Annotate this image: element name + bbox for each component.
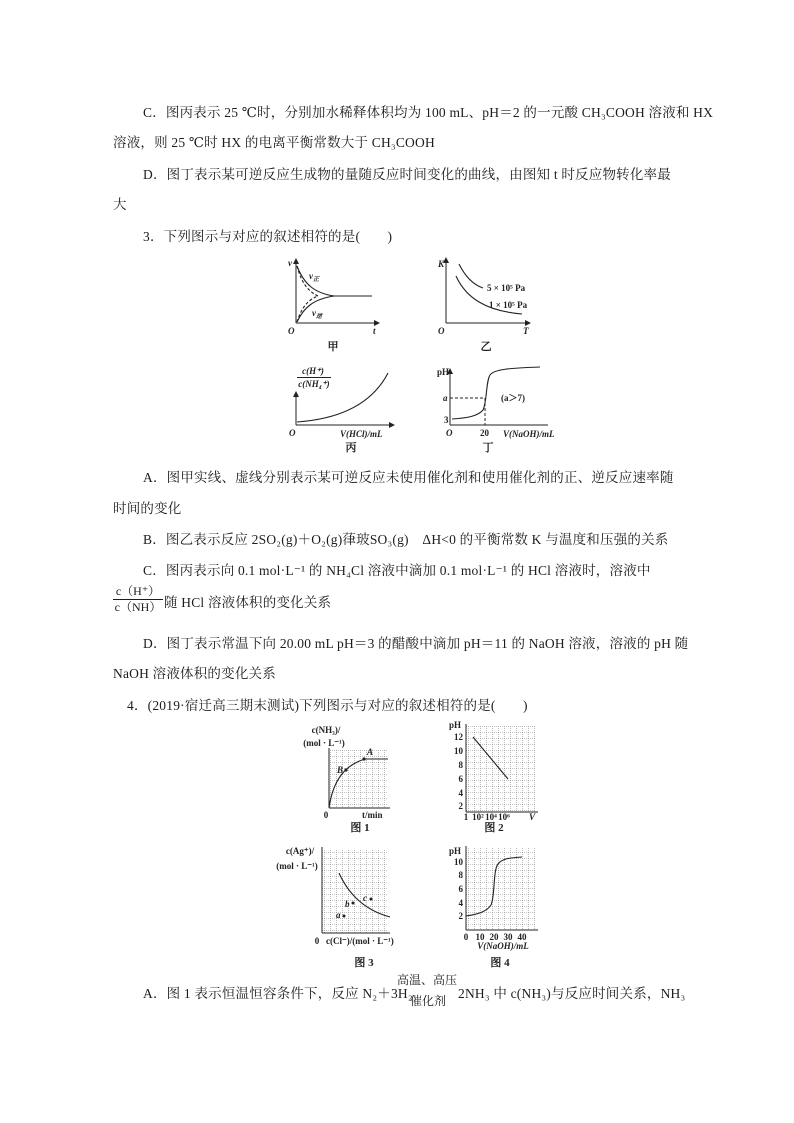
y-axis-label: pH xyxy=(437,367,450,377)
fraction-denominator: c（NH） xyxy=(114,600,162,614)
y-axis-label-line1: c(NH₃)/ xyxy=(311,725,341,735)
origin-label: 0 xyxy=(323,810,329,820)
reference-dashed-lines xyxy=(450,398,485,425)
x-axis-label: T xyxy=(523,326,529,336)
x-axis-label: c(Cl⁻)/(mol · L⁻¹) xyxy=(326,936,394,946)
curve-high-pressure xyxy=(459,264,483,288)
y-axis-label-line2: (mol · L⁻¹) xyxy=(303,738,345,748)
figure-bing xyxy=(289,366,394,454)
y-axis-label: pH xyxy=(449,846,462,856)
x-axis-label: t/min xyxy=(362,810,383,820)
curve-label-high-pressure: 5 × 10⁵ Pa xyxy=(487,283,526,293)
y-tick-6: 6 xyxy=(458,884,463,894)
x-tick-1: 1 xyxy=(463,812,469,822)
y-axis-numerator: c(H⁺) xyxy=(302,366,324,376)
q2-option-c-line2: 溶液，则 25 ℃时 HX 的电离平衡常数大于 CH₃COOH xyxy=(113,135,435,150)
y-tick-4: 4 xyxy=(458,788,463,798)
q3-option-b: B．图乙表示反应 2SO₂(g)＋O₂(g)葎玻SO₃(g) ΔH<0 的平衡常数 K 与温度和压强的关系 xyxy=(143,532,669,547)
grid xyxy=(329,749,388,808)
x-tick-1e2: 10² xyxy=(472,812,484,822)
x-tick-20: 20 xyxy=(489,932,499,942)
curve-label-forward: $v_正$ xyxy=(309,271,320,283)
reaction-condition-below: 催化剂 xyxy=(410,994,447,1008)
x-tick-1e4: 10⁴ xyxy=(485,812,497,822)
q3-option-a-line1: A．图甲实线、虚线分别表示某可逆反应未使用催化剂和使用催化剂的正、逆反应速率随 xyxy=(143,470,674,485)
point-b-label: b xyxy=(345,899,350,909)
reaction-condition-above: 高温、高压 xyxy=(397,973,458,987)
point-c xyxy=(370,898,373,901)
q4-option-a-before: A．图 1 表示恒温恒容条件下，反应 N₂＋3H₂ xyxy=(143,986,413,1001)
q2-option-c-line1: C．图丙表示 25 ℃时，分别加水稀释体积均为 100 mL、pH＝2 的一元酸 CH₃COOH 溶液和 HX xyxy=(143,105,714,120)
figure-3 xyxy=(276,846,393,969)
x-axis-label: V(HCl)/mL xyxy=(340,429,383,439)
y-tick-3: 3 xyxy=(444,415,449,425)
titration-curve xyxy=(452,367,540,419)
x-axis-label: V xyxy=(529,812,536,822)
grid xyxy=(466,726,535,812)
y-axis-label: v xyxy=(288,258,292,268)
y-axis-label-line2: (mol · L⁻¹) xyxy=(276,861,318,871)
x-axis-label: V(NaOH)/mL xyxy=(477,941,529,951)
q3-option-d-line2: NaOH 溶液体积的变化关系 xyxy=(113,666,276,681)
q2-option-d-line1: D．图丁表示某可逆反应生成物的量随反应时间变化的曲线，由图知 t 时反应物转化率最 xyxy=(143,167,671,182)
origin-label: O xyxy=(288,326,295,336)
figure-4 xyxy=(449,846,538,969)
annotation: (a＞7) xyxy=(501,393,525,403)
x-axis-label: V(NaOH)/mL xyxy=(503,429,555,439)
figure-caption: 图 1 xyxy=(350,822,370,834)
y-tick-8: 8 xyxy=(458,760,463,770)
x-tick-30: 30 xyxy=(503,932,513,942)
point-b-label: B xyxy=(337,765,344,775)
figure-caption: 图 2 xyxy=(484,822,504,834)
x-tick-0: 0 xyxy=(463,932,469,942)
figure-caption: 丙 xyxy=(345,442,357,454)
y-tick-2: 2 xyxy=(458,911,463,921)
x-tick-1e6: 10⁶ xyxy=(498,812,510,822)
q3-option-a-line2: 时间的变化 xyxy=(113,501,182,516)
point-a-label: A xyxy=(367,747,374,757)
y-tick-10: 10 xyxy=(454,746,463,756)
figure-caption: 乙 xyxy=(480,341,492,353)
x-axis-label: t xyxy=(373,326,376,336)
origin-label: 0 xyxy=(314,936,320,946)
origin-label: O xyxy=(289,428,296,438)
point-a xyxy=(343,915,346,918)
point-c-label: c xyxy=(363,893,367,903)
x-tick-10: 10 xyxy=(475,932,485,942)
curve-label-low-pressure: 1 × 10⁵ Pa xyxy=(489,300,528,310)
point-b xyxy=(352,902,355,905)
point-a xyxy=(362,757,365,760)
figure-ding xyxy=(437,367,555,454)
x-tick-20: 20 xyxy=(480,428,489,438)
figure-caption: 图 3 xyxy=(354,957,374,969)
q3-stem: 3．下列图示与对应的叙述相符的是( ) xyxy=(143,229,393,244)
y-tick-8: 8 xyxy=(458,870,463,880)
y-tick-4: 4 xyxy=(458,898,463,908)
y-tick-2: 2 xyxy=(458,801,463,811)
figure-caption: 丁 xyxy=(482,442,494,454)
y-tick-12: 12 xyxy=(454,732,463,742)
figure-caption: 甲 xyxy=(327,341,339,353)
q4-option-a-after: 2NH₃ 中 c(NH₃)与反应时间关系，NH₃ xyxy=(458,986,686,1001)
origin-label: O xyxy=(438,326,445,336)
y-tick-6: 6 xyxy=(458,774,463,784)
y-axis-label-line1: c(Ag⁺)/ xyxy=(285,846,315,856)
y-axis-denominator: c(NH₄⁺) xyxy=(298,379,330,389)
q2-option-d-line2: 大 xyxy=(113,197,127,212)
y-tick-a: a xyxy=(443,393,448,403)
grid xyxy=(322,849,388,933)
q4-stem: 4．(2019·宿迁高三期末测试)下列图示与对应的叙述相符的是( ) xyxy=(127,698,528,713)
figure-caption: 图 4 xyxy=(490,957,510,969)
grid xyxy=(466,848,535,930)
curve-label-reverse: $v_逆$ xyxy=(312,308,323,320)
x-tick-40: 40 xyxy=(517,932,527,942)
origin-label: O xyxy=(446,428,453,438)
q3-option-d-line1: D．图丁表示常温下向 20.00 mL pH＝3 的醋酸中滴加 pH＝11 的 NaOH 溶液，溶液的 pH 随 xyxy=(143,636,689,651)
figure-1 xyxy=(303,725,390,834)
point-b xyxy=(344,768,347,771)
fraction-numerator: c（H⁺） xyxy=(113,585,163,600)
q3-option-c-tail: 随 HCl 溶液体积的变化关系 xyxy=(164,595,332,610)
point-a-label: a xyxy=(336,910,341,920)
q3-option-c-line1: C．图丙表示向 0.1 mol·L⁻¹ 的 NH₄Cl 溶液中滴加 0.1 mol·L⁻¹ 的 HCl 溶液时，溶液中 xyxy=(143,563,651,578)
y-axis-label: K xyxy=(438,259,445,269)
figure-yi xyxy=(437,258,530,353)
y-tick-10: 10 xyxy=(454,857,463,867)
y-axis-label: pH xyxy=(449,720,462,730)
figure-2 xyxy=(449,720,538,834)
figure-jia xyxy=(288,258,379,353)
